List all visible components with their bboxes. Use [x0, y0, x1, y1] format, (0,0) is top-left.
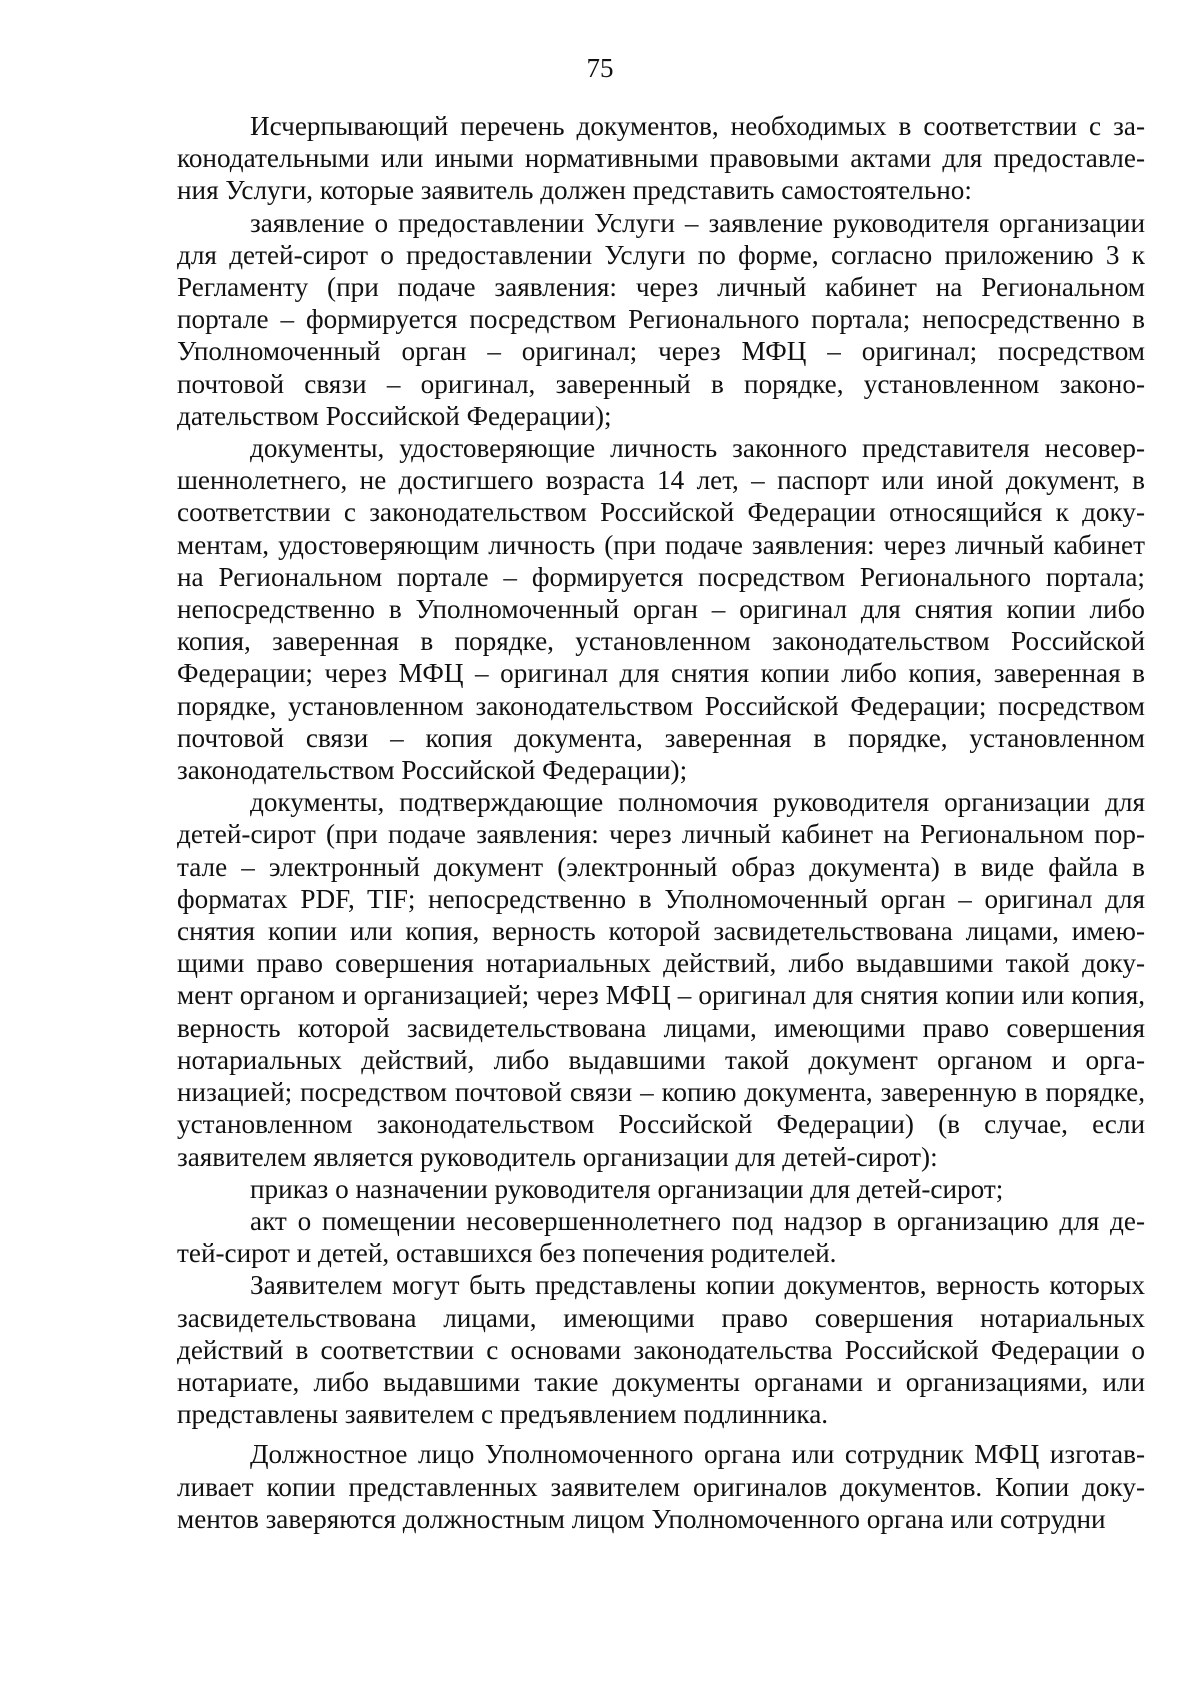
paragraph-documents-list-intro: Исчерпывающий перечень документов, необходимых в соответствии с законодательными или иными нормативными правовыми актами для предоставления Услуги, которые заявитель должен представить самостоятельно: [177, 111, 1145, 206]
paragraph-application: заявление о предоставлении Услуги – заявление руководителя организации для детей-сирот о предоставлении Услуги по форме, согласно приложению 3 к Регламенту (при подаче заявления: через личный кабинет на Региональном портале – формируется посредством Регионального портала; непосредственно в Уполномоченный орган – оригинал; через МФЦ – оригинал; посредством почтовой связи – оригинал, заверенный в порядке, установленном законодательством Российской Федерации); [177, 207, 1145, 431]
paragraph-authority-documents: документы, подтверждающие полномочия руководителя организации для детей-сирот (при подаче заявления: через личный кабинет на Региональном портале – электронный документ (электронный образ документа) в виде файла в форматах PDF, TIF; непосредственно в Уполномоченный орган – оригинал для снятия копии или копия, верность которой засвидетельствована лицами, имеющими право совершения нотариальных действий, либо выдавшими такой документ органом и организацией; через МФЦ – оригинал для снятия копии или копия, верность которой засвидетельствована лицами, имеющими право совершения нотариальных действий, либо выдавшими такой документ органом и организацией; посредством почтовой связи – копию документа, заверенную в порядке, установленном законодательством Российской Федерации) (в случае, если заявителем является руководитель организации для детей-сирот): [177, 787, 1145, 1172]
paragraph-certified-copies: Заявителем могут быть представлены копии документов, верность которых засвидетельствована лицами, имеющими право совершения нотариальных действий в соответствии с основами законодательства Российской Федерации о нотариате, либо выдавшими такие документы органами и организациями, или представлены заявителем с предъявлением подлинника. [177, 1270, 1145, 1430]
document-body [177, 110, 1145, 1535]
paragraph-appointment-order: приказ о назначении руководителя организации для детей-сирот; [250, 1173, 1004, 1204]
paragraph-copies-preparation: Должностное лицо Уполномоченного органа или сотрудник МФЦ изготавливает копии представленных заявителем оригиналов документов. Копии документов заверяются должностным лицом Уполномоченного органа или сотрудни [177, 1439, 1145, 1534]
paragraph-identity-documents: документы, удостоверяющие личность законного представителя несовершеннолетнего, не достигшего возраста 14 лет, – паспорт или иной документ, в соответствии с законодательством Российской Федерации относящийся к документам, удостоверяющим личность (при подаче заявления: через личный кабинет на Региональном портале – формируется посредством Регионального портала; непосредственно в Уполномоченный орган – оригинал для снятия копии либо копия, заверенная в порядке, установленном законодательством Российской Федерации; через МФЦ – оригинал для снятия копии либо копия, заверенная в порядке, установленном законодательством Российской Федерации; посредством почтовой связи – копия документа, заверенная в порядке, установленном законодательством Российской Федерации); [177, 433, 1145, 786]
page-number: 75 [586, 53, 614, 83]
paragraph-placement-act: акт о помещении несовершеннолетнего под надзор в организацию для детей-сирот и детей, оставшихся без попечения родителей. [177, 1205, 1145, 1269]
